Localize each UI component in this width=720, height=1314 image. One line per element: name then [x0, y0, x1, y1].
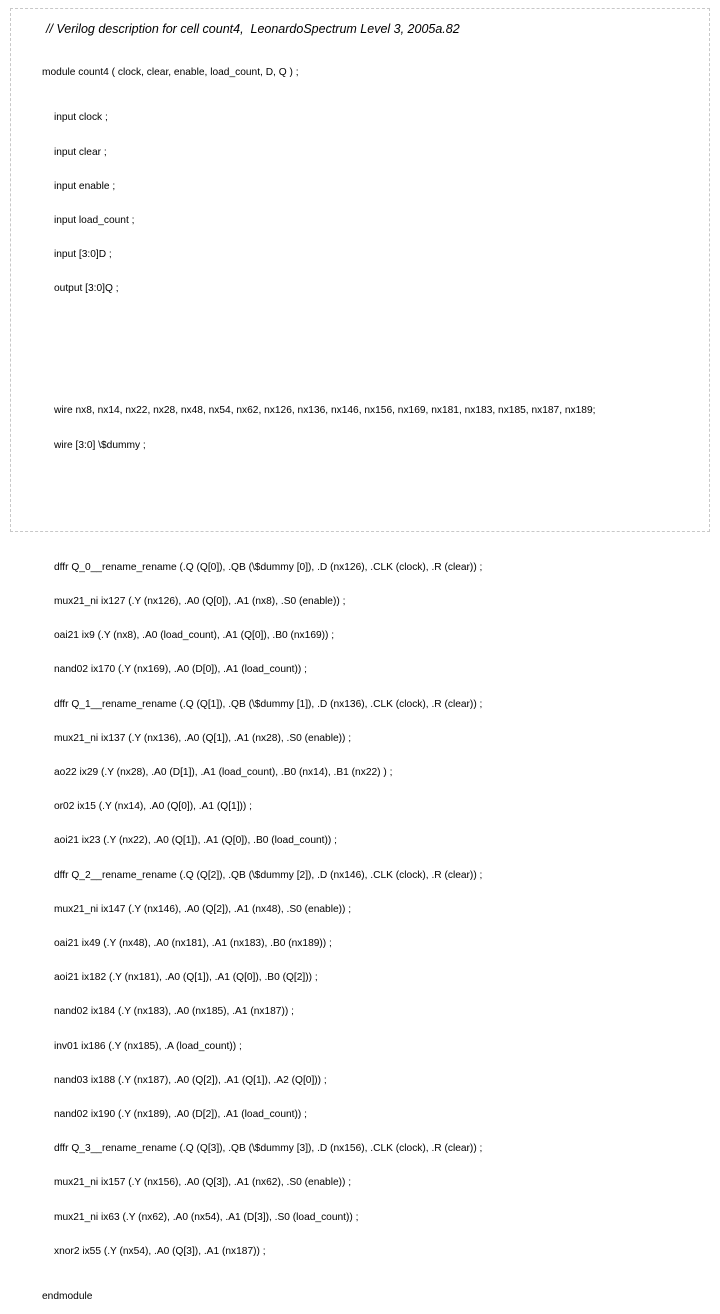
cell-instance-line: or02 ix15 (.Y (nx14), .A0 (Q[0]), .A1 (Q[1])) ; [54, 801, 252, 813]
cell-instance-line: dffr Q_3__rename_rename (.Q (Q[3]), .QB (\$dummy [3]), .D (nx156), .CLK (clock), .R (clear)) ; [54, 1143, 483, 1155]
cell-instance-line: mux21_ni ix127 (.Y (nx126), .A0 (Q[0]), .A1 (nx8), .S0 (enable)) ; [54, 595, 346, 607]
cell-instance-line: oai21 ix49 (.Y (nx48), .A0 (nx181), .A1 (nx183), .B0 (nx189)) ; [54, 937, 332, 949]
cell-instance-line: nand03 ix188 (.Y (nx187), .A0 (Q[2]), .A1 (Q[1]), .A2 (Q[0])) ; [54, 1074, 327, 1086]
cell-instance-line: dffr Q_1__rename_rename (.Q (Q[1]), .QB (\$dummy [1]), .D (nx136), .CLK (clock), .R (clear)) ; [54, 698, 483, 710]
cell-instance-line: xnor2 ix55 (.Y (nx54), .A0 (Q[3]), .A1 (nx187)) ; [54, 1245, 266, 1257]
cell-instance-line: mux21_ni ix63 (.Y (nx62), .A0 (nx54), .A1 (D[3]), .S0 (load_count)) ; [54, 1211, 359, 1223]
code-comment-title: // Verilog description for cell count4, LeonardoSpectrum Level 3, 2005a.82 [46, 22, 460, 36]
cell-instance-line: nand02 ix190 (.Y (nx189), .A0 (D[2]), .A1 (load_count)) ; [54, 1108, 307, 1120]
spacer [42, 363, 595, 371]
port-declaration-line: input clear ; [54, 146, 107, 158]
cell-instance-line: inv01 ix186 (.Y (nx185), .A (load_count)) ; [54, 1040, 242, 1052]
cell-instance-line: aoi21 ix23 (.Y (nx22), .A0 (Q[1]), .A1 (Q[0]), .B0 (load_count)) ; [54, 835, 337, 847]
module-end-line: endmodule [42, 1291, 93, 1303]
verilog-code-block [42, 44, 595, 1314]
cell-instance-line: nand02 ix184 (.Y (nx183), .A0 (nx185), .A1 (nx187)) ; [54, 1006, 294, 1018]
cell-instance-line: ao22 ix29 (.Y (nx28), .A0 (D[1]), .A1 (load_count), .B0 (nx14), .B1 (nx22) ) ; [54, 766, 393, 778]
module-header-line: module count4 ( clock, clear, enable, load_count, D, Q ) ; [42, 66, 299, 78]
wire-declaration-line: wire nx8, nx14, nx22, nx28, nx48, nx54, nx62, nx126, nx136, nx146, nx156, nx169, nx181, nx183, nx185, nx187, nx189; [54, 405, 596, 417]
cell-instance-line: aoi21 ix182 (.Y (nx181), .A0 (Q[1]), .A1 (Q[0]), .B0 (Q[2])) ; [54, 972, 318, 984]
cell-instance-line: oai21 ix9 (.Y (nx8), .A0 (load_count), .A1 (Q[0]), .B0 (nx169)) ; [54, 630, 335, 642]
spacer [42, 519, 595, 527]
port-declaration-line: input [3:0]D ; [54, 249, 112, 261]
port-declaration-line: input clock ; [54, 112, 108, 124]
port-declaration-line: input load_count ; [54, 215, 135, 227]
blank-line [42, 329, 595, 340]
blank-line [42, 485, 595, 496]
wire-declaration-line: wire [3:0] \$dummy ; [54, 439, 146, 451]
port-declaration-line: output [3:0]Q ; [54, 283, 119, 295]
cell-instance-line: mux21_ni ix137 (.Y (nx136), .A0 (Q[1]), .A1 (nx28), .S0 (enable)) ; [54, 732, 352, 744]
cell-instance-line: dffr Q_2__rename_rename (.Q (Q[2]), .QB (\$dummy [2]), .D (nx146), .CLK (clock), .R (clear)) ; [54, 869, 483, 881]
cell-instance-line: dffr Q_0__rename_rename (.Q (Q[0]), .QB (\$dummy [0]), .D (nx126), .CLK (clock), .R (clear)) ; [54, 561, 483, 573]
cell-instance-line: nand02 ix170 (.Y (nx169), .A0 (D[0]), .A1 (load_count)) ; [54, 664, 307, 676]
cell-instance-line: mux21_ni ix147 (.Y (nx146), .A0 (Q[2]), .A1 (nx48), .S0 (enable)) ; [54, 903, 352, 915]
cell-instance-line: mux21_ni ix157 (.Y (nx156), .A0 (Q[3]), .A1 (nx62), .S0 (enable)) ; [54, 1177, 352, 1189]
port-declaration-line: input enable ; [54, 180, 116, 192]
